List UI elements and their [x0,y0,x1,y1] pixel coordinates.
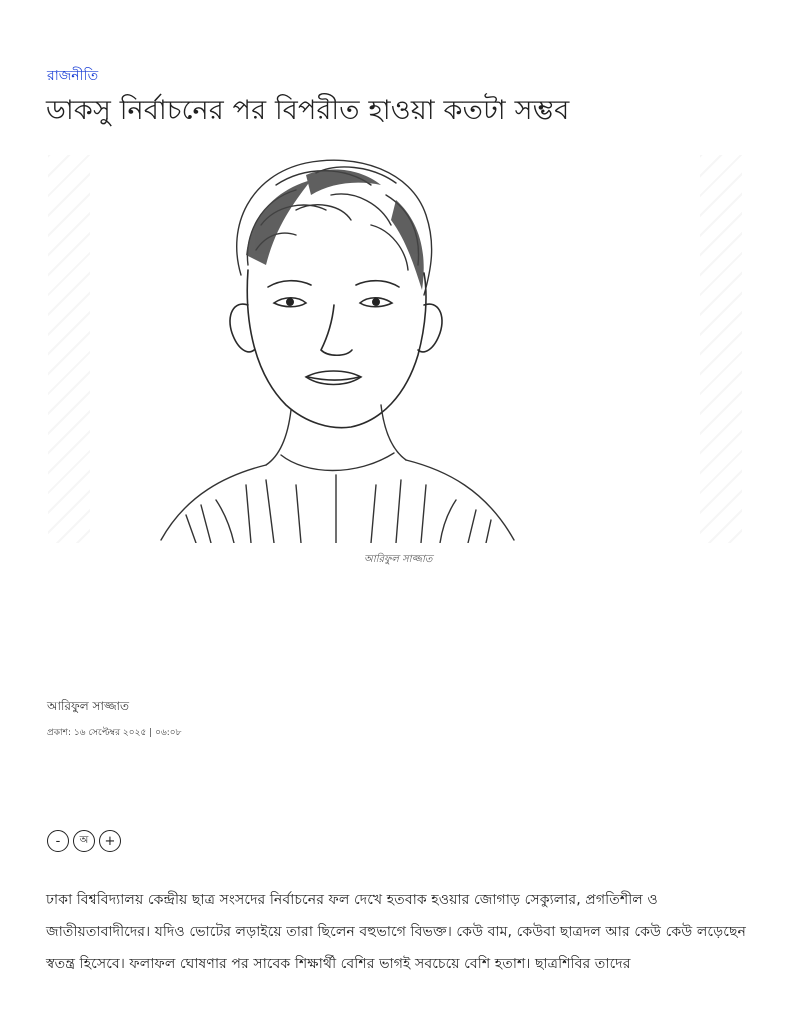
portrait-sketch [156,155,518,543]
author-name[interactable]: আরিফুল সাজ্জাত [47,699,130,713]
font-reset-button[interactable]: অ [73,830,95,852]
article-body: ঢাকা বিশ্ববিদ্যালয় কেন্দ্রীয় ছাত্র সংসদের নির্বাচনের ফল দেখে হতবাক হওয়ার জোগাড় সেক্যুলার, প্রগতিশীল ও জাতীয়তাবাদীদের। যদিও ভোটের লড়াইয়ে তারা ছিলেন বহুভাগে বিভক্ত। কেউ বাম, কেউবা ছাত্রদল আর কেউ কেউ লড়েছেন স্বতন্ত্র হিসেবে। ফলাফল ঘোষণার পর সাবেক শিক্ষার্থী বেশির ভাগই সবচেয়ে বেশি হতাশ। ছাত্রশিবির তাদের [46,892,747,972]
font-size-controls [47,830,121,852]
article-title: ডাকসু নির্বাচনের পর বিপরীত হাওয়া কতটা সম্ভব [46,95,570,126]
publish-date: প্রকাশ: ১৬ সেপ্টেম্বর ২০২৫ | ০৬:০৮ [47,728,182,738]
article-image [48,155,742,543]
category-link[interactable]: রাজনীতি [47,68,99,84]
image-blur-left [48,155,90,543]
font-decrease-button[interactable]: - [47,830,69,852]
image-caption: আরিফুল সাজ্জাত [364,554,433,565]
font-increase-button[interactable]: + [99,830,121,852]
image-blur-right [700,155,742,543]
